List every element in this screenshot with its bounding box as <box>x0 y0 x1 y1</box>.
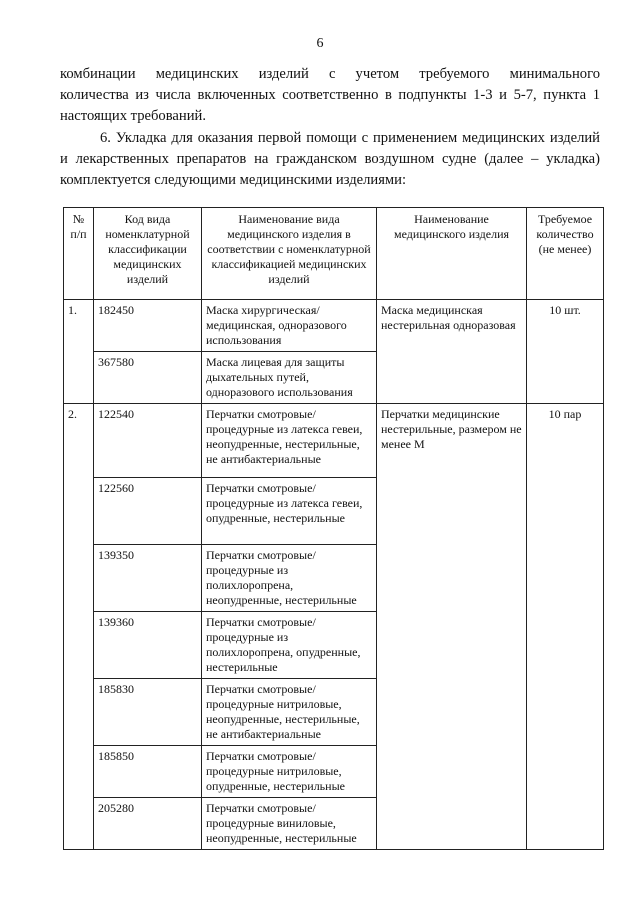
medical-devices-table <box>63 207 604 850</box>
header-device-name: Наименование медицинского изделия <box>377 208 527 300</box>
nomenclature-name-cell: Перчатки смотровые/ процедурные из полихлоропрена, неопудренные, нестерильные <box>202 545 377 612</box>
device-name-cell: Перчатки медицинские нестерильные, размером не менее М <box>377 404 527 850</box>
nomenclature-name-cell: Перчатки смотровые/ процедурные из латекса гевеи, опудренные, нестерильные <box>202 478 377 545</box>
quantity-cell: 10 шт. <box>527 300 604 404</box>
table-header-row <box>64 208 604 300</box>
paragraph-line: количества из числа включенных соответственно в подпункты 1-3 и 5-7, пункта 1 <box>60 87 600 103</box>
paragraph-line: настоящих требований. <box>60 108 206 124</box>
nomenclature-name-cell: Маска лицевая для защиты дыхательных путей, одноразового использования <box>202 352 377 404</box>
nomenclature-name-cell: Перчатки смотровые/ процедурные виниловые, неопудренные, нестерильные <box>202 798 377 850</box>
row-number: 1. <box>64 300 94 404</box>
paragraph-line: комплектуется следующими медицинскими изделиями: <box>60 172 407 188</box>
header-quantity: Требуемое количество (не менее) <box>527 208 604 300</box>
code-cell: 122560 <box>94 478 202 545</box>
paragraph-combinations <box>60 64 600 127</box>
code-cell: 122540 <box>94 404 202 478</box>
nomenclature-name-cell: Перчатки смотровые/ процедурные нитриловые, неопудренные, нестерильные, не антибактериальные <box>202 679 377 746</box>
code-cell: 185850 <box>94 746 202 798</box>
quantity-cell: 10 пар <box>527 404 604 850</box>
table-row <box>64 404 604 478</box>
header-nomenclature-name: Наименование вида медицинского изделия в соответствии с номенклатурной классификацией медицинских изделий <box>202 208 377 300</box>
nomenclature-name-cell: Перчатки смотровые/ процедурные из латекса гевеи, неопудренные, нестерильные, не антибактериальные <box>202 404 377 478</box>
header-num: № п/п <box>64 208 94 300</box>
code-cell: 139360 <box>94 612 202 679</box>
paragraph-line: 6. Укладка для оказания первой помощи с применением медицинских изделий <box>100 130 600 146</box>
table-row <box>64 300 604 352</box>
code-cell: 139350 <box>94 545 202 612</box>
paragraph-kit-section-6 <box>60 128 600 191</box>
code-cell: 185830 <box>94 679 202 746</box>
paragraph-line: комбинации медицинских изделий с учетом требуемого минимального <box>60 66 600 82</box>
page-number: 6 <box>316 36 324 51</box>
nomenclature-name-cell: Маска хирургическая/ медицинская, одноразового использования <box>202 300 377 352</box>
code-cell: 205280 <box>94 798 202 850</box>
nomenclature-name-cell: Перчатки смотровые/ процедурные из полихлоропрена, опудренные, нестерильные <box>202 612 377 679</box>
nomenclature-name-cell: Перчатки смотровые/ процедурные нитриловые, опудренные, нестерильные <box>202 746 377 798</box>
row-number: 2. <box>64 404 94 850</box>
code-cell: 367580 <box>94 352 202 404</box>
code-cell: 182450 <box>94 300 202 352</box>
header-code: Код вида номенклатурной классификации медицинских изделий <box>94 208 202 300</box>
device-name-cell: Маска медицинская нестерильная одноразовая <box>377 300 527 404</box>
paragraph-line: и лекарственных препаратов на гражданском воздушном судне (далее – укладка) <box>60 151 600 167</box>
